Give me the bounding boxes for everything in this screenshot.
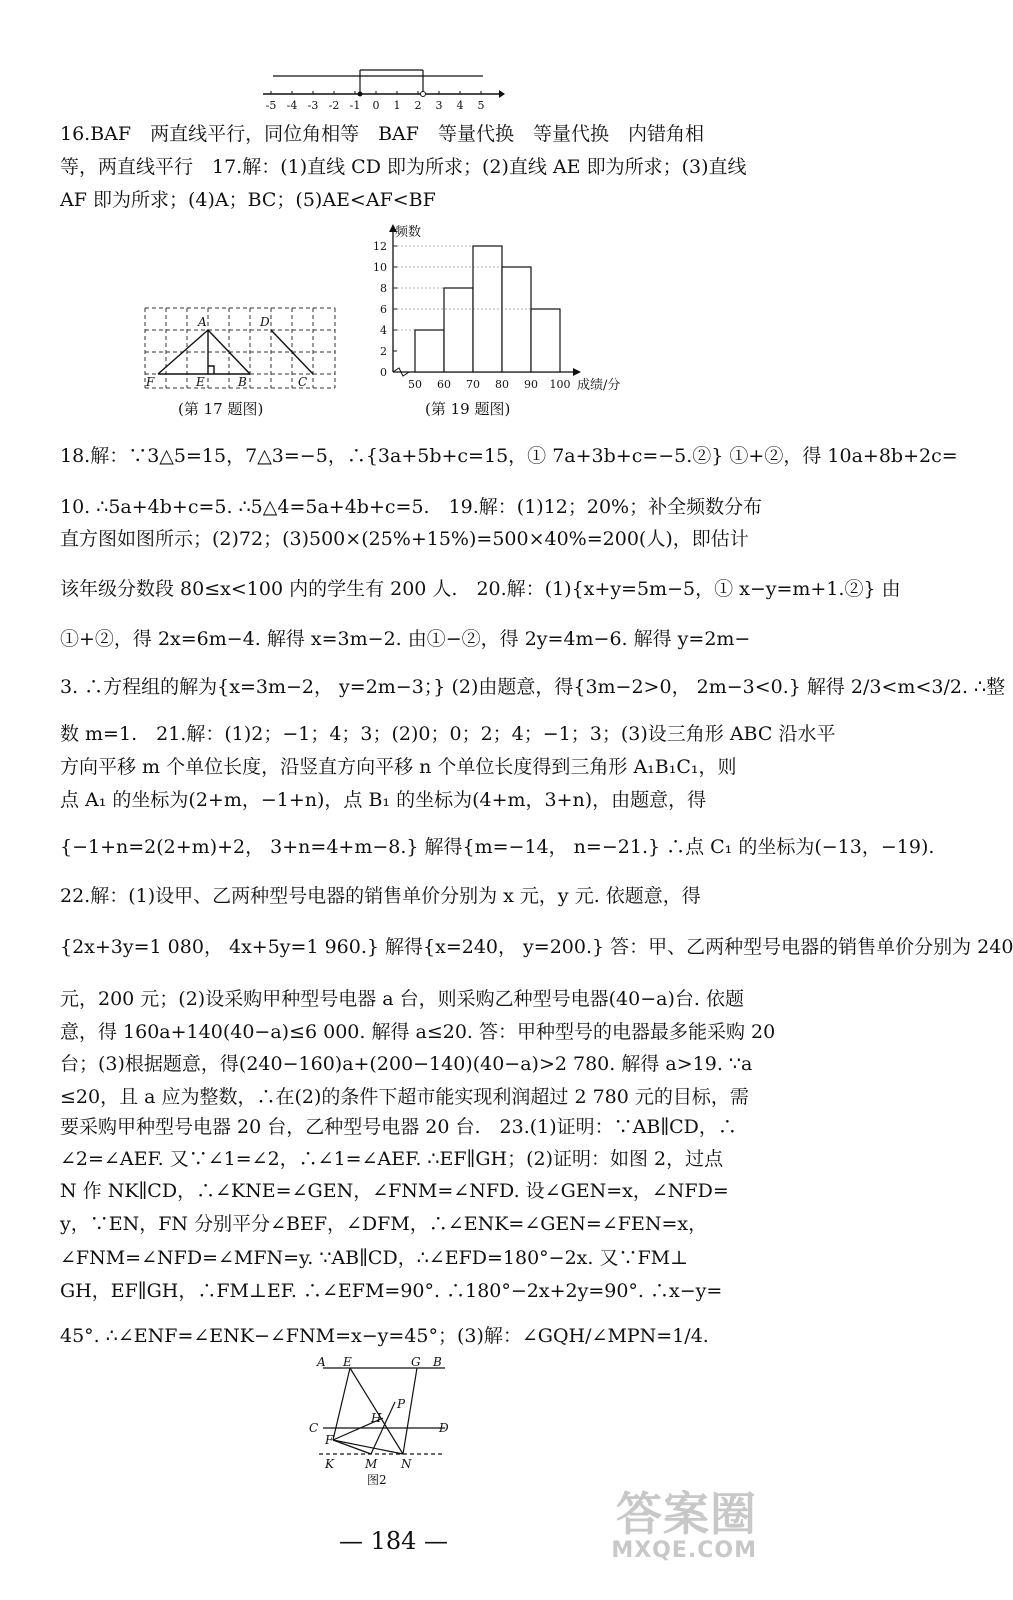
number-line-tick-label: 4 xyxy=(456,99,464,112)
text-line: 18.解：∵3△5=15，7△3=−5，∴{3a+5b+c=15，① 7a+3b+c=−5.②} ①+②，得 10a+8b+2c= xyxy=(60,445,958,467)
line-EF xyxy=(333,1368,350,1440)
y-tick-label: 6 xyxy=(380,303,387,316)
x-axis-label: 成绩/分 xyxy=(577,378,621,393)
y-tick-label: 4 xyxy=(380,324,387,337)
label-B: B xyxy=(238,375,247,389)
text-line: {2x+3y=1 080， 4x+5y=1 960.} 解得{x=240， y=200.} 答：甲、乙两种型号电器的销售单价分别为 240 xyxy=(60,936,1013,958)
y-tick-label: 8 xyxy=(380,282,387,295)
closed-dot xyxy=(358,92,363,97)
text-line: 元，200 元；(2)设采购甲种型号电器 a 台，则采购乙种型号电器(40−a)台. 依题 xyxy=(60,988,744,1010)
x-tick-label: 90 xyxy=(524,378,538,391)
x-tick-label: 50 xyxy=(408,378,422,391)
figure-17-caption: (第 17 题图) xyxy=(178,400,264,418)
label-A: A xyxy=(317,1355,326,1369)
label-B: B xyxy=(433,1355,442,1369)
text-line: AF 即为所求；(4)A；BC；(5)AE<AF<BF xyxy=(60,189,436,211)
x-ticks xyxy=(408,378,571,391)
figure-19 xyxy=(365,222,645,401)
label-P: P xyxy=(397,1397,406,1411)
text-line: ∠FNM=∠NFD=∠MFN=y. ∵AB∥CD，∴∠EFD=180°−2x. 又∵FM⊥ xyxy=(60,1247,688,1269)
y-tick-label: 2 xyxy=(380,345,387,358)
label-F: F xyxy=(325,1433,334,1447)
number-line-tick-label: -4 xyxy=(286,99,298,112)
number-line-tick-label: 5 xyxy=(477,99,485,112)
figure-17-svg xyxy=(140,300,340,400)
histogram-bar xyxy=(502,267,531,372)
y-tick-label: 12 xyxy=(373,240,387,253)
text-line: 数 m=1. 21.解：(1)2；−1；4；3；(2)0；0；2；4；−1；3；(3)设三角形 ABC 沿水平 xyxy=(60,723,836,745)
bars xyxy=(393,246,560,372)
text-line: 要采购甲种型号电器 20 台，乙种型号电器 20 台. 23.(1)证明：∵AB∥CD，∴ xyxy=(60,1116,737,1138)
histogram-bar xyxy=(415,330,444,372)
text-line: 方向平移 m 个单位长度，沿竖直方向平移 n 个单位长度得到三角形 A₁B₁C₁，则 xyxy=(60,756,737,778)
label-D: D xyxy=(260,315,270,329)
number-line-figure xyxy=(255,66,505,118)
label-C: C xyxy=(298,375,308,389)
x-tick-label: 80 xyxy=(495,378,509,391)
figure-2-caption: 图2 xyxy=(367,1473,387,1487)
text-line: 该年级分数段 80≤x<100 内的学生有 200 人. 20.解：(1){x+y=5m−5，① x−y=m+1.②} 由 xyxy=(60,578,901,600)
page-number: — 184 — xyxy=(338,1527,449,1555)
label-H: H xyxy=(371,1411,382,1425)
text-line: GH，EF∥GH，∴FM⊥EF. ∴∠EFM=90°. ∴180°−2x+2y=90°. ∴x−y= xyxy=(60,1280,723,1302)
label-M: M xyxy=(365,1457,378,1471)
label-E: E xyxy=(343,1355,352,1369)
line-GN xyxy=(403,1368,417,1454)
number-line-tick-label: -5 xyxy=(265,99,277,112)
histogram-bar xyxy=(444,288,473,372)
label-A: A xyxy=(198,315,207,329)
y-axis-label: 频数 xyxy=(395,225,422,240)
text-line: 等，两直线平行 17.解：(1)直线 CD 即为所求；(2)直线 AE 即为所求；(3)直线 xyxy=(60,156,747,178)
text-line: ≤20，且 a 应为整数，∴在(2)的条件下超市能实现利润超过 2 780 元的目标，需 xyxy=(60,1086,749,1108)
number-line-tick-label: -3 xyxy=(307,99,319,112)
text-line: 台；(3)根据题意，得(240−160)a+(200−140)(40−a)>2 780. 解得 a>19. ∵a xyxy=(60,1053,753,1075)
x-tick-label: 70 xyxy=(466,378,480,391)
text-line: {−1+n=2(2+m)+2， 3+n=4+m−8.} 解得{m=−14， n=−21.} ∴点 C₁ 的坐标为(−13，−19). xyxy=(60,836,935,858)
figure-2-svg xyxy=(305,1356,465,1486)
text-line: N 作 NK∥CD，∴∠KNE=∠GEN，∠FNM=∠NFD. 设∠GEN=x，∠NFD= xyxy=(60,1180,729,1202)
label-D: D xyxy=(439,1421,449,1435)
y-tick-label: 0 xyxy=(380,366,387,379)
watermark xyxy=(611,1487,757,1563)
text-line: 45°. ∴∠ENF=∠ENK−∠FNM=x−y=45°；(3)解：∠GQH/∠MPN=1/4. xyxy=(60,1325,709,1347)
number-line-tick-label: 1 xyxy=(393,99,401,112)
number-line-tick-label: -2 xyxy=(328,99,340,112)
label-K: K xyxy=(325,1457,334,1471)
axis-arrow xyxy=(499,90,505,98)
y-tick-label: 10 xyxy=(373,261,387,274)
text-line: 点 A₁ 的坐标为(2+m，−1+n)，点 B₁ 的坐标为(4+m，3+n)，由题意，得 xyxy=(60,789,707,811)
text-line: ∠2=∠AEF. 又∵∠1=∠2，∴∠1=∠AEF. ∴EF∥GH；(2)证明：如图 2，过点 xyxy=(60,1148,724,1170)
number-line-tick-label: 2 xyxy=(414,99,422,112)
watermark-url: MXQE.COM xyxy=(611,1538,757,1563)
figure-17 xyxy=(140,300,340,404)
text-line: 直方图如图所示；(2)72；(3)500×(25%+15%)=500×40%=200(人)，即估计 xyxy=(60,528,749,550)
number-line-tick-label: -1 xyxy=(349,99,361,112)
histogram-svg xyxy=(365,222,645,397)
x-axis-arrow xyxy=(573,368,581,376)
open-dot xyxy=(421,92,426,97)
text-line: 10. ∴5a+4b+c=5. ∴5△4=5a+4b+c=5. 19.解：(1)12；20%；补全频数分布 xyxy=(60,496,763,518)
number-line-tick-label: 3 xyxy=(435,99,443,112)
label-C: C xyxy=(309,1421,319,1435)
figure-19-caption: (第 19 题图) xyxy=(425,400,511,418)
histogram-bar xyxy=(531,309,560,372)
label-N: N xyxy=(401,1457,412,1471)
right-angle-mark xyxy=(208,366,214,374)
text-line: 3. ∴方程组的解为{x=3m−2， y=2m−3；} (2)由题意，得{3m−2>0， 2m−3<0.} 解得 2/3<m<3/2. ∴整 xyxy=(60,676,1006,698)
number-line-svg xyxy=(255,66,505,114)
text-line: 意，得 160a+140(40−a)≤6 000. 解得 a≤20. 答：甲种型号的电器最多能采购 20 xyxy=(60,1021,776,1043)
text-line: y，∵EN，FN 分别平分∠BEF，∠DFM，∴∠ENK=∠GEN=∠FEN=x， xyxy=(60,1213,708,1235)
text-line: 16.BAF 两直线平行，同位角相等 BAF 等量代换 等量代换 内错角相 xyxy=(60,123,704,145)
number-line-tick-label: 0 xyxy=(372,99,380,112)
label-E: E xyxy=(196,375,205,389)
watermark-logo-text: 答案圈 xyxy=(616,1487,757,1541)
x-tick-label: 100 xyxy=(549,378,571,391)
x-tick-label: 60 xyxy=(437,378,451,391)
label-F: F xyxy=(146,375,155,389)
figure-2 xyxy=(305,1356,465,1490)
line-FN xyxy=(333,1440,403,1454)
text-line: 22.解：(1)设甲、乙两种型号电器的销售单价分别为 x 元，y 元. 依题意，得 xyxy=(60,885,701,907)
label-G: G xyxy=(411,1355,421,1369)
text-line: ①+②，得 2x=6m−4. 解得 x=3m−2. 由①−②，得 2y=4m−6. 解得 y=2m− xyxy=(60,628,751,650)
